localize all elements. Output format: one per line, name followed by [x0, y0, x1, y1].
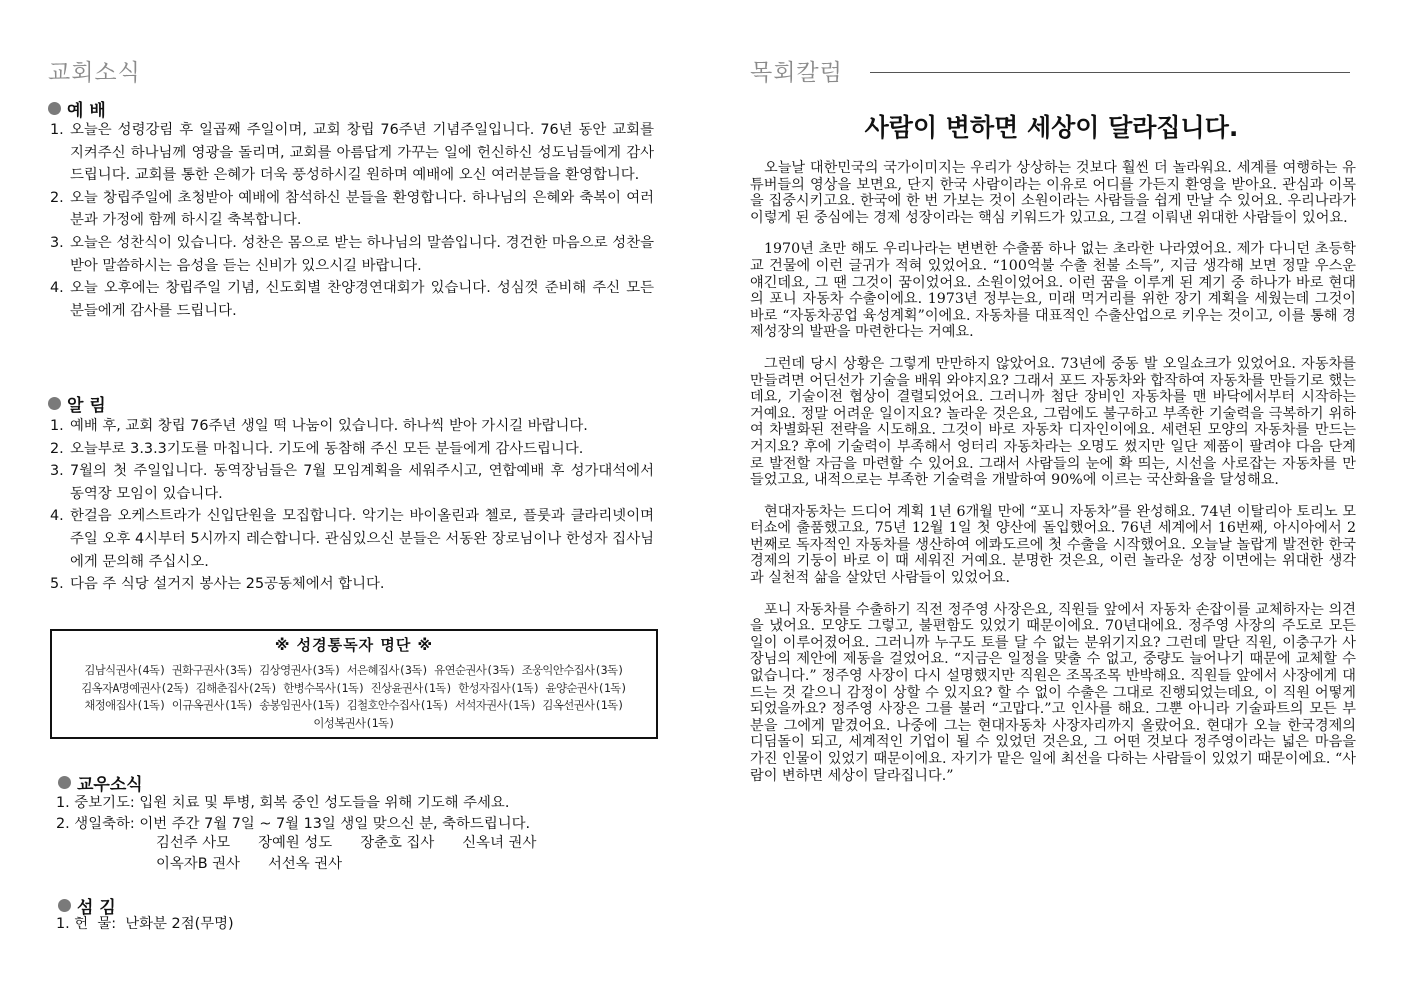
column-paragraph: 포니 자동차를 수출하기 직전 정주영 사장은요, 직원들 앞에서 자동차 손잡이를 교체하자는 의견을 냈어요. 모양도 그렇고, 불편함도 있었기 때문이에요. 70년대에요. 정주영 사장의 주도로 모든 일이 이루어졌어요. 그러니까 누구도 토를 달 수 없는 분위기지요? 그런데 말단 직원, 이충구가 사장님의 제안에 제동을 걸었어요. “지금은 일정을 맞출 수 없고, 중량도 늘어나기 때문에 교체할 수 없습니다.” 정주영 사장이 다시 설명했지만 직원은 조목조목 반박해요. 직원들 앞에서 사장에게 대드는 것 같으니 감정이 상할 수 있지요? 할 수 없이 수출은 그대로 진행되었는데요, 이 직원 어떻게 되었을까요? 정주영 사장은 그를 불러 “고맙다.”고 인사를 해요. 그뿐 아니라 기술파트의 모든 부분을 그에게 맡겼어요. 나중에 그는 현대자동차 사장자리까지 올랐어요. 현대가 오늘 한국경제의 디딤돌이 되고, 세계적인 기업이 될 수 있었던 것은요, 그 어떤 것보다 정주영이라는 넓은 마음을 가진 인물이 있었기 때문이에요. 자기가 맡은 일에 최선을 다하는 사람들이 있었기 때문이에요. “사람이 변하면 세상이 달라집니다.” [750, 601, 1356, 784]
column-paragraph: 1970년 초만 해도 우리나라는 변변한 수출품 하나 없는 초라한 나라였어요. 제가 다니던 초등학교 건물에 이런 글귀가 적혀 있었어요. “100억불 수출 천불 소득”, 지금 생각해 보면 정말 우스운 얘긴데요, 그 땐 그것이 꿈이었어요. 소원이었어요. 이런 꿈을 이루게 된 계기 중 하나가 바로 현대의 포니 자동차 수출이에요. 1973년 정부는요, 미래 먹거리를 위한 장기 계획을 세웠는데 그것이 바로 “자동차공업 육성계획”이에요. 자동차를 대표적인 수출산업으로 키우는 것이고, 이를 통해 경제성장의 발판을 마련한다는 거예요. [750, 241, 1356, 341]
bullet-icon [58, 899, 71, 912]
bible-box-row: 김옥자A명예권사(2독) 김해춘집사(2독) 한병수목사(1독) 진상윤권사(1독) 한성자집사(1독) 윤양순권사(1독) [81, 680, 627, 695]
column-paragraph: 그런데 당시 상황은 그렇게 만만하지 않았어요. 73년에 중동 발 오일쇼크가 있었어요. 자동차를 만들려면 어딘선가 기술을 배워 와야지요? 그래서 포드 자동차와 합작하여 자동차를 만들기로 했는데요, 기술이전 협상이 결렬되었어요. 그러니까 첨단 장비인 자동차를 맨 바닥에서부터 시작하는 거예요. 정말 어려운 일이지요? 놀라운 것은요, 그럼에도 불구하고 부족한 기술력을 극복하기 위하여 차별화된 전략을 시도해요. 그것이 바로 자동차 디자인이에요. 세련된 모양의 자동차를 만드는 거지요? 후에 기술력이 부족해서 엉터리 자동차라는 오명도 썼지만 일단 제품이 팔려야 다음 단계로 발전할 자금을 마련할 수 있어요. 그래서 사람들의 눈에 확 띄는, 시선을 사로잡는 자동차를 만들었고요, 내적으로는 부족한 기술력을 개발하여 90%에 이르는 국산화율을 달성해요. [750, 355, 1356, 489]
bullet-icon [48, 102, 61, 115]
birthday-names-row [156, 833, 564, 854]
members-news [56, 793, 530, 834]
heading-notice-label: 알 림 [67, 396, 106, 416]
notice-list [50, 415, 654, 596]
heading-members-label: 교우소식 [77, 775, 143, 795]
birthday-name: 서선옥 권사 [267, 856, 343, 872]
bible-box-row: 김남식권사(4독) 권화구권사(3독) 김상영권사(3독) 서은혜집사(3독) 유연순권사(3독) 조웅익안수집사(3독) [84, 663, 624, 677]
birthday-label: 2. 생일축하: [56, 815, 135, 832]
bible-box-row: 채정애집사(1독) 이규옥권사(1독) 송봉임권사(1독) 김철호안수집사(1독) 서석자권사(1독) 김옥선권사(1독) [84, 698, 624, 712]
prayer-label: 1. 중보기도: [56, 795, 135, 811]
birthday-name: 장춘호 집사 [360, 835, 435, 851]
bible-box-row: 이성복권사(1독) [313, 715, 395, 730]
heading-offering-label: 섬 김 [77, 898, 116, 918]
birthday-name: 장예원 성도 [258, 835, 333, 851]
heading-members [58, 770, 143, 795]
title-divider [870, 72, 1350, 73]
list-item: 5. 다음 주 식당 설거지 봉사는 25공동체에서 합니다. [50, 576, 385, 593]
list-item: 3. 오늘은 성찬식이 있습니다. 성찬은 몸으로 받는 하나님의 말씀입니다. 경건한 마음으로 성찬을 받아 말씀하시는 음성을 듣는 신비가 있으시길 바랍니다. [50, 234, 654, 274]
list-item: 2. 오늘부로 3.3.3기도를 마칩니다. 기도에 동참해 주신 모든 분들에게 감사드립니다. [50, 440, 584, 457]
column-paragraph: 오늘날 대한민국의 국가이미지는 우리가 상상하는 것보다 훨씬 더 놀라워요. 세계를 여행하는 유튜버들의 영상을 보면요, 단지 한국 사람이라는 이유로 어디를 가든지 환영을 받아요. 관심과 이목을 집중시키고요. 한국에 한 번 가보는 것이 소원이라는 사람들을 쉽게 만날 수 있어요. 우리나라가 이렇게 된 중심에는 경제 성장이라는 핵심 키워드가 있고요, 그걸 이뤄낸 위대한 사람들이 있어요. [750, 160, 1356, 226]
offering-line: 1. 헌 물: 난화분 2점(무명) [56, 916, 234, 932]
birthday-names-row [156, 854, 370, 875]
column-paragraph: 현대자동차는 드디어 계획 1년 6개월 만에 “포니 자동차”를 완성해요. 74년 이탈리아 토리노 모터쇼에 출품했고요, 75년 12월 1일 첫 양산에 돌입했어요. 76년 세계에서 16번째, 아시아에서 2번째로 독자적인 자동차를 생산하여 에콰도르에 첫 수출을 시작했어요. 오늘날 놀랍게 발전한 한국경제의 기둥이 바로 이 때 세워진 거예요. 분명한 것은요, 이런 놀라운 성장 이면에는 위대한 생각과 실천적 삶을 살았던 사람들이 있었어요. [750, 503, 1356, 587]
bullet-icon [58, 776, 71, 789]
list-item: 1. 예배 후, 교회 창립 76주년 생일 떡 나눔이 있습니다. 하나씩 받아 가시길 바랍니다. [50, 418, 588, 434]
section-title-church-news: 교회소식 [48, 60, 141, 86]
column-title: 사람이 변하면 세상이 달라집니다. [864, 113, 1239, 142]
list-item: 4. 한걸음 오케스트라가 신입단원을 모집합니다. 악기는 바이올린과 첼로, 플룻과 클라리넷이며 주일 오후 4시부터 5시까지 레슨합니다. 관심있으신 분들은 서동완 장로님이나 한성자 집사님에게 문의해 주십시오. [50, 508, 654, 570]
list-item: 4. 오늘 오후에는 창립주일 기념, 신도회별 찬양경연대회가 있습니다. 성심껏 준비해 주신 모든 분들에게 감사를 드립니다. [50, 280, 654, 319]
birthday-text: 이번 주간 7월 7일 ~ 7월 13일 생일 맞으신 분, 축하드립니다. [139, 815, 531, 832]
heading-worship-label: 예 배 [67, 101, 106, 121]
heading-worship [48, 96, 106, 121]
heading-notice [48, 391, 106, 416]
section-title-pastor-column: 목회칼럼 [750, 60, 843, 86]
birthday-name: 이옥자B 권사 [156, 856, 240, 872]
list-item: 2. 오늘 창립주일에 초청받아 예배에 참석하신 분들을 환영합니다. 하나님의 은혜와 축복이 여러분과 가정에 함께 하시길 축복합니다. [50, 189, 654, 229]
birthday-name: 김선주 사모 [156, 835, 231, 851]
worship-list [50, 119, 654, 322]
bible-box-title: ※ 성경통독자 명단 ※ [274, 636, 434, 654]
birthday-name: 신옥녀 권사 [462, 835, 537, 851]
list-item: 1. 오늘은 성령강림 후 일곱째 주일이며, 교회 창립 76주년 기념주일입니다. 76년 동안 교회를 지켜주신 하나님께 영광을 돌리며, 교회를 아름답게 가꾸는 일에 헌신하신 성도님들에게 감사드립니다. 교회를 통한 은혜가 더욱 풍성하시길 원하며 예배에 오신 여러분들을 환영합니다. [50, 122, 654, 184]
list-item: 3. 7월의 첫 주일입니다. 동역장님들은 7월 모임계획을 세워주시고, 연합예배 후 성가대석에서 동역장 모임이 있습니다. [50, 463, 654, 502]
bible-reading-box [50, 629, 658, 739]
bullet-icon [48, 397, 61, 410]
prayer-text: 입원 치료 및 투병, 회복 중인 성도들을 위해 기도해 주세요. [139, 795, 510, 811]
column-body [750, 160, 1356, 799]
